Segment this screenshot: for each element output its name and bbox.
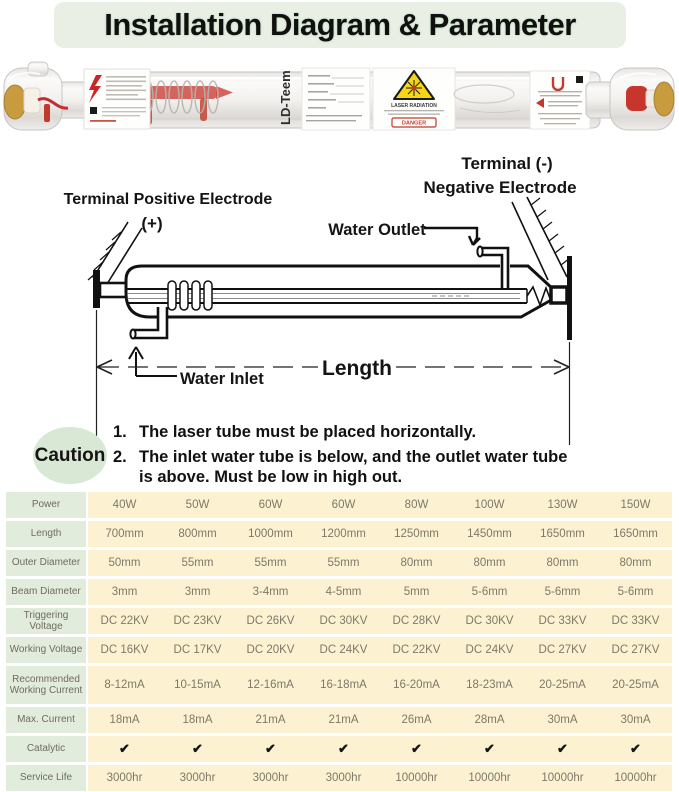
label-negative-electrode: Negative Electrode	[423, 178, 577, 197]
caution-note: 2. The inlet water tube is below, and the outlet water tube is above. Must be low in high out.	[113, 448, 568, 486]
tube-outline	[126, 266, 553, 317]
cell-value: DC 27KV	[538, 644, 587, 656]
cell-value: 80mm	[619, 557, 652, 569]
row-values	[88, 637, 672, 663]
cell-value: ✔	[338, 741, 349, 756]
row-values	[88, 765, 672, 791]
cell-value: 18-23mA	[466, 679, 513, 691]
installation-diagram	[0, 148, 679, 445]
cell-value: 40W	[112, 499, 137, 511]
negative-terminal-bar	[567, 256, 572, 340]
cell-value: 3mm	[111, 586, 138, 598]
row-values	[88, 579, 672, 605]
caution-note: 1. The laser tube must be placed horizontally.	[113, 423, 477, 441]
cell-value: 1000mm	[248, 528, 293, 540]
warning-title-text: LASER RADIATION	[391, 103, 437, 109]
cell-value: 3000hr	[325, 772, 362, 784]
cell-value: ✔	[411, 741, 422, 756]
cell-value: ✔	[265, 741, 276, 756]
caution-badge-text: Caution	[34, 444, 106, 466]
warning-label	[373, 68, 455, 130]
cell-value: 60W	[331, 499, 356, 511]
cell-value: 30mA	[620, 714, 651, 726]
cell-value: ✔	[119, 741, 130, 756]
cell-value: 20-25mA	[612, 679, 659, 691]
cell-value: 8-12mA	[104, 679, 145, 691]
cell-value: 5mm	[403, 586, 430, 598]
laser-tube-photo	[0, 56, 679, 148]
table-row	[6, 521, 672, 547]
cell-value: 1250mm	[394, 528, 439, 540]
row-label: Working Voltage	[6, 637, 86, 663]
parameter-table	[6, 492, 672, 791]
table-row	[6, 765, 672, 791]
label-plus: (+)	[141, 214, 163, 233]
label-length: Length	[322, 357, 392, 380]
page-title	[54, 2, 626, 48]
row-values	[88, 550, 672, 576]
cell-value: 12-16mA	[247, 679, 294, 691]
cell-value: 3mm	[184, 586, 211, 598]
cell-value: 16-18mA	[320, 679, 367, 691]
cell-value: 18mA	[182, 714, 213, 726]
table-row	[6, 637, 672, 663]
cell-value: DC 22KV	[100, 615, 149, 627]
row-label: Catalytic	[6, 736, 86, 762]
table-row	[6, 707, 672, 733]
table-row	[6, 579, 672, 605]
row-label: Recommended Working Current	[6, 666, 86, 704]
cell-value: DC 24KV	[465, 644, 514, 656]
row-label: Triggering Voltage	[6, 608, 86, 634]
row-values	[88, 666, 672, 704]
cell-value: 55mm	[254, 557, 287, 569]
caution-section	[0, 420, 679, 492]
cell-value: DC 27KV	[611, 644, 660, 656]
cell-value: 5-6mm	[617, 586, 654, 598]
installation-diagram-svg	[0, 148, 679, 445]
cell-value: 3-4mm	[252, 586, 289, 598]
cell-value: 1200mm	[321, 528, 366, 540]
cell-value: 28mA	[474, 714, 505, 726]
spec-label-left	[84, 69, 150, 129]
water-outlet-arrow	[424, 228, 480, 245]
cell-value: 10000hr	[541, 772, 584, 784]
water-inlet-arrow	[129, 347, 177, 376]
row-values	[88, 707, 672, 733]
row-values	[88, 736, 672, 762]
cell-value: 1650mm	[613, 528, 658, 540]
square-cert-icon	[576, 76, 583, 83]
cell-value: 3000hr	[179, 772, 216, 784]
positive-terminal-pin	[100, 283, 128, 297]
cell-value: 21mA	[328, 714, 359, 726]
caution-badge	[33, 427, 107, 484]
cell-value: DC 17KV	[173, 644, 222, 656]
cell-value: 21mA	[255, 714, 286, 726]
cell-value: 80mm	[473, 557, 506, 569]
cell-value: 100W	[474, 499, 505, 511]
cell-value: 60W	[258, 499, 283, 511]
cell-value: 16-20mA	[393, 679, 440, 691]
cell-value: 5-6mm	[544, 586, 581, 598]
cell-value: 20-25mA	[539, 679, 586, 691]
cell-value: ✔	[557, 741, 568, 756]
cell-value: 800mm	[178, 528, 217, 540]
danger-text: DANGER	[401, 120, 427, 127]
table-row	[6, 736, 672, 762]
caution-notes	[113, 422, 673, 492]
cell-value: DC 33KV	[611, 615, 660, 627]
cell-value: 10000hr	[395, 772, 438, 784]
row-label: Power	[6, 492, 86, 518]
cell-value: 130W	[547, 499, 578, 511]
cell-value: 700mm	[105, 528, 144, 540]
table-row	[6, 608, 672, 634]
label-water-inlet: Water Inlet	[180, 370, 264, 388]
row-label: Service Life	[6, 765, 86, 791]
negative-terminal-square	[551, 287, 567, 303]
spec-label-right	[530, 71, 590, 129]
table-row	[6, 550, 672, 576]
row-values	[88, 608, 672, 634]
spec-label-middle	[302, 68, 370, 130]
cell-value: DC 30KV	[465, 615, 514, 627]
row-values	[88, 521, 672, 547]
cell-value: 18mA	[109, 714, 140, 726]
cell-value: 1450mm	[467, 528, 512, 540]
cell-value: 4-5mm	[325, 586, 362, 598]
cell-value: DC 22KV	[392, 644, 441, 656]
cell-value: DC 33KV	[538, 615, 587, 627]
label-terminal-positive: Terminal Positive Electrode	[63, 191, 273, 208]
row-label: Length	[6, 521, 86, 547]
cell-value: ✔	[192, 741, 203, 756]
cell-value: ✔	[630, 741, 641, 756]
label-water-outlet: Water Outlet	[328, 221, 426, 239]
row-label: Outer Diameter	[6, 550, 86, 576]
cell-value: 50W	[185, 499, 210, 511]
cell-value: DC 26KV	[246, 615, 295, 627]
cell-value: 3000hr	[252, 772, 289, 784]
brand-text: LD-Teem	[278, 70, 293, 125]
row-values	[88, 492, 672, 518]
cell-value: ✔	[484, 741, 495, 756]
cell-value: 3000hr	[106, 772, 143, 784]
laser-tube-photo-svg	[0, 56, 679, 148]
row-label: Max. Current	[6, 707, 86, 733]
table-row	[6, 666, 672, 704]
cell-value: 10000hr	[614, 772, 657, 784]
cell-value: 30mA	[547, 714, 578, 726]
cell-value: 80mm	[400, 557, 433, 569]
cell-value: DC 16KV	[100, 644, 149, 656]
cell-value: 10-15mA	[174, 679, 221, 691]
cell-value: 80W	[404, 499, 429, 511]
cell-value: DC 24KV	[319, 644, 368, 656]
cell-value: DC 28KV	[392, 615, 441, 627]
cell-value: 1650mm	[540, 528, 585, 540]
cell-value: DC 23KV	[173, 615, 222, 627]
cell-value: 55mm	[181, 557, 214, 569]
cell-value: 55mm	[327, 557, 360, 569]
cell-value: DC 30KV	[319, 615, 368, 627]
page-title-text: Installation Diagram & Parameter	[104, 7, 576, 42]
cell-value: DC 20KV	[246, 644, 295, 656]
cell-value: 5-6mm	[471, 586, 508, 598]
row-label: Beam Diameter	[6, 579, 86, 605]
cell-value: 26mA	[401, 714, 432, 726]
cell-value: 80mm	[546, 557, 579, 569]
cell-value: 50mm	[108, 557, 141, 569]
square-cert-icon	[90, 107, 97, 114]
label-terminal-negative: Terminal (-)	[461, 154, 553, 173]
cell-value: 10000hr	[468, 772, 511, 784]
cell-value: 150W	[620, 499, 651, 511]
table-row	[6, 492, 672, 518]
